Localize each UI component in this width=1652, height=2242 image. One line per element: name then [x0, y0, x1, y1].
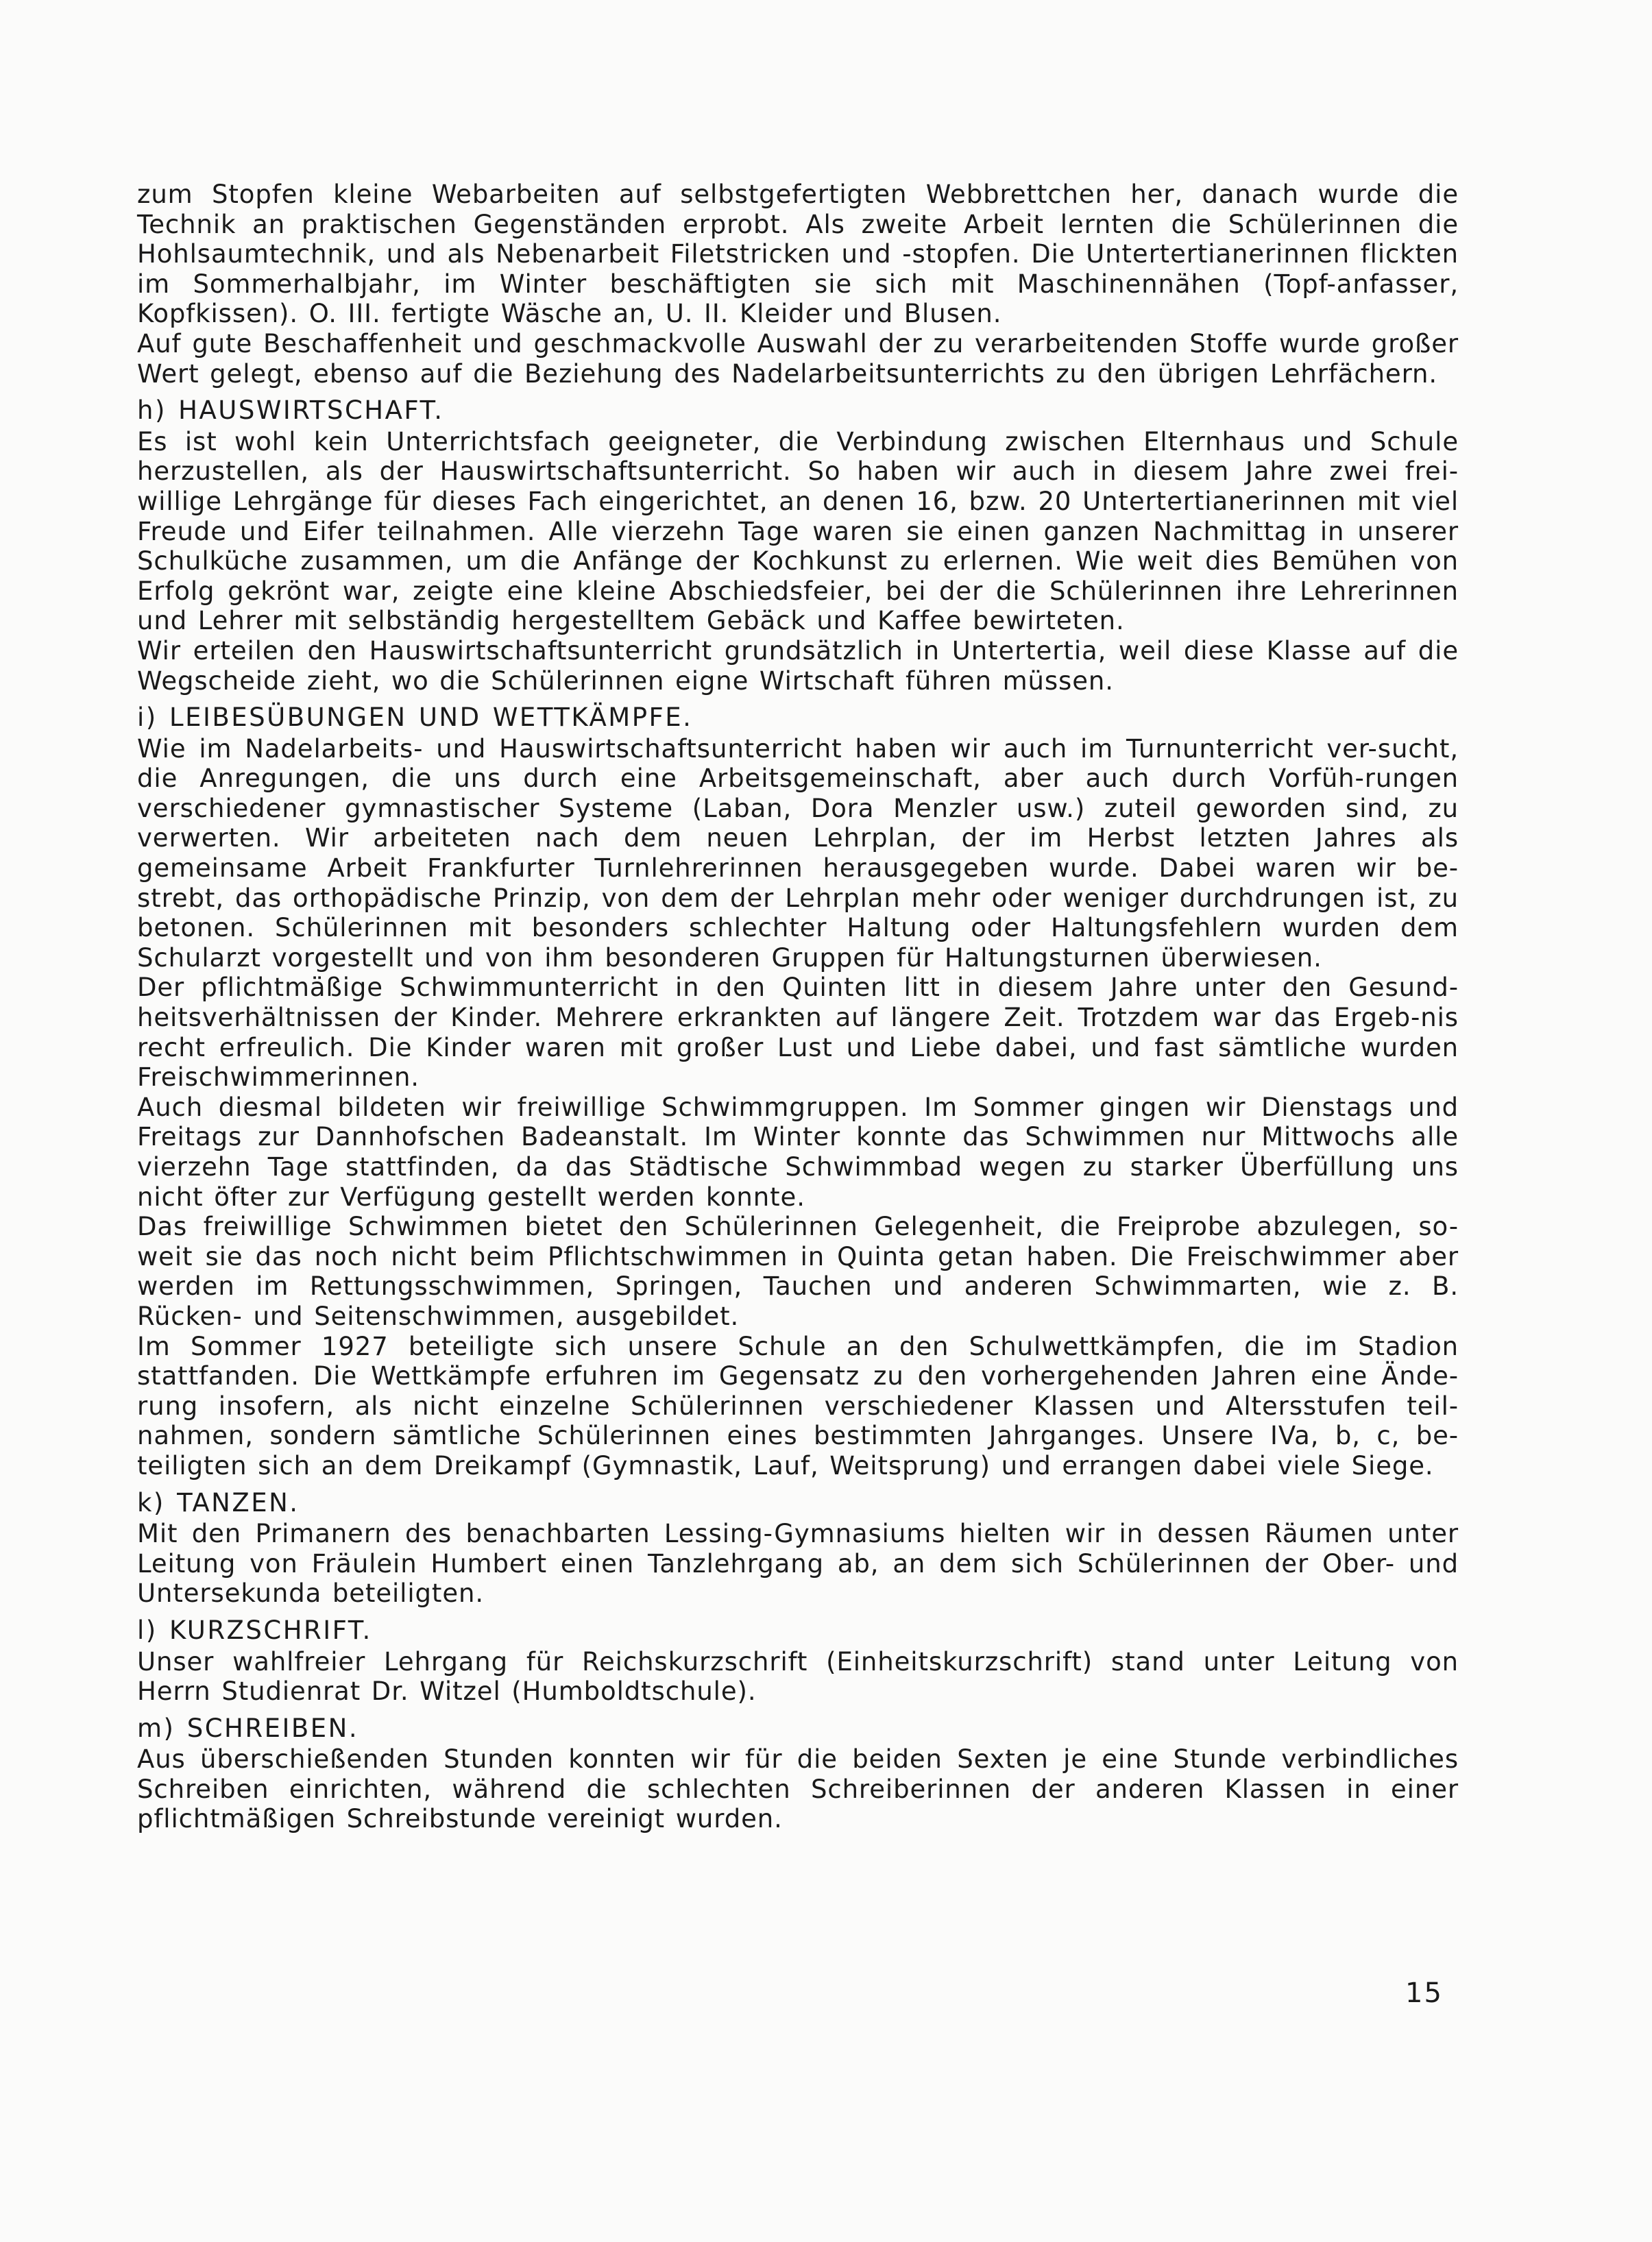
- document-body: [137, 180, 1459, 1834]
- section-heading: h) HAUSWIRTSCHAFT.: [137, 395, 444, 426]
- page-number: 15: [1405, 1977, 1443, 2009]
- paragraph: Auf gute Beschaffenheit und geschmackvolle Auswahl der zu verarbeitenden Stoffe wurde großer Wert gelegt, ebenso auf die Beziehung des Nadelarbeitsunterrichts zu den übrigen Lehrfächern.: [137, 328, 1459, 389]
- section-heading: i) LEIBESÜBUNGEN UND WETTKÄMPFE.: [137, 703, 693, 733]
- paragraph: Es ist wohl kein Unterrichtsfach geeigneter, die Verbindung zwischen Elternhaus und Schule herzustellen, als der Hauswirtschaftsunterricht. So haben wir auch in diesem Jahre zwei frei-willige Lehrgänge für dieses Fach eingerichtet, an denen 16, bzw. 20 Untertertianerinnen mit viel Freude und Eifer teilnahmen. Alle vierzehn Tage waren sie einen ganzen Nachmittag in unserer Schulküche zusammen, um die Anfänge der Kochkunst zu erlernen. Wie weit dies Bemühen von Erfolg gekrönt war, zeigte eine kleine Abschiedsfeier, bei der die Schülerinnen ihre Lehrerinnen und Lehrer mit selbständig hergestelltem Gebäck und Kaffee bewirteten.: [137, 426, 1459, 636]
- section-heading: m) SCHREIBEN.: [137, 1713, 359, 1743]
- paragraph: zum Stopfen kleine Webarbeiten auf selbstgefertigten Webbrettchen her, danach wurde die Technik an praktischen Gegenständen erprobt. Als zweite Arbeit lernten die Schülerinnen die Hohlsaumtechnik, und als Nebenarbeit Filetstricken und -stopfen. Die Untertertianerinnen flickten im Sommerhalbjahr, im Winter beschäftigten sie sich mit Maschinennähen (Topf-anfasser, Kopfkissen). O. III. fertigte Wäsche an, U. II. Kleider und Blusen.: [137, 180, 1459, 329]
- paragraph: Wie im Nadelarbeits- und Hauswirtschaftsunterricht haben wir auch im Turnunterricht ver-sucht, die Anregungen, die uns durch eine Arbeitsgemeinschaft, aber auch durch Vorfüh-rungen verschiedener gymnastischer Systeme (Laban, Dora Menzler usw.) zuteil geworden sind, zu verwerten. Wir arbeiteten nach dem neuen Lehrplan, der im Herbst letzten Jahres als gemeinsame Arbeit Frankfurter Turnlehrerinnen herausgegeben wurde. Dabei waren wir be-strebt, das orthopädische Prinzip, von dem der Lehrplan mehr oder weniger durchdrungen ist, zu betonen. Schülerinnen mit besonders schlechter Haltung oder Haltungsfehlern wurden dem Schularzt vorgestellt und von ihm besonderen Gruppen für Haltungsturnen überwiesen.: [137, 733, 1459, 973]
- paragraph: Aus überschießenden Stunden konnten wir für die beiden Sexten je eine Stunde verbindliches Schreiben einrichten, während die schlechten Schreiberinnen der anderen Klassen in einer pflichtmäßigen Schreibstunde vereinigt wurden.: [137, 1744, 1459, 1834]
- paragraph: Wir erteilen den Hauswirtschaftsunterricht grundsätzlich in Untertertia, weil diese Klasse auf die Wegscheide zieht, wo die Schülerinnen eigne Wirtschaft führen müssen.: [137, 635, 1459, 696]
- section-heading: k) TANZEN.: [137, 1487, 300, 1518]
- paragraph: Unser wahlfreier Lehrgang für Reichskurzschrift (Einheitskurzschrift) stand unter Leitung von Herrn Studienrat Dr. Witzel (Humboldtschule).: [137, 1646, 1459, 1707]
- paragraph: Auch diesmal bildeten wir freiwillige Schwimmgruppen. Im Sommer gingen wir Dienstags und Freitags zur Dannhofschen Badeanstalt. Im Winter konnte das Schwimmen nur Mittwochs alle vierzehn Tage stattfinden, da das Städtische Schwimmbad wegen zu starker Überfüllung uns nicht öfter zur Verfügung gestellt werden konnte.: [137, 1092, 1459, 1212]
- paragraph: Das freiwillige Schwimmen bietet den Schülerinnen Gelegenheit, die Freiprobe abzulegen, so-weit sie das noch nicht beim Pflichtschwimmen in Quinta getan haben. Die Freischwimmer aber werden im Rettungsschwimmen, Springen, Tauchen und anderen Schwimmarten, wie z. B. Rücken- und Seitenschwimmen, ausgebildet.: [137, 1212, 1459, 1331]
- paragraph: Im Sommer 1927 beteiligte sich unsere Schule an den Schulwettkämpfen, die im Stadion stattfanden. Die Wettkämpfe erfuhren im Gegensatz zu den vorhergehenden Jahren eine Ände-rung insofern, als nicht einzelne Schülerinnen verschiedener Klassen und Altersstufen teil-nahmen, sondern sämtliche Schülerinnen eines bestimmten Jahrganges. Unsere IVa, b, c, be-teiligten sich an dem Dreikampf (Gymnastik, Lauf, Weitsprung) und errangen dabei viele Siege.: [137, 1331, 1459, 1481]
- section-heading: l) KURZSCHRIFT.: [137, 1615, 372, 1645]
- paragraph: Mit den Primanern des benachbarten Lessing-Gymnasiums hielten wir in dessen Räumen unter Leitung von Fräulein Humbert einen Tanzlehrgang ab, an dem sich Schülerinnen der Ober- und Untersekunda beteiligten.: [137, 1519, 1459, 1609]
- paragraph: Der pflichtmäßige Schwimmunterricht in den Quinten litt in diesem Jahre unter den Gesund-heitsverhältnissen der Kinder. Mehrere erkrankten auf längere Zeit. Trotzdem war das Ergeb-nis recht erfreulich. Die Kinder waren mit großer Lust und Liebe dabei, und fast sämtliche wurden Freischwimmerinnen.: [137, 973, 1459, 1093]
